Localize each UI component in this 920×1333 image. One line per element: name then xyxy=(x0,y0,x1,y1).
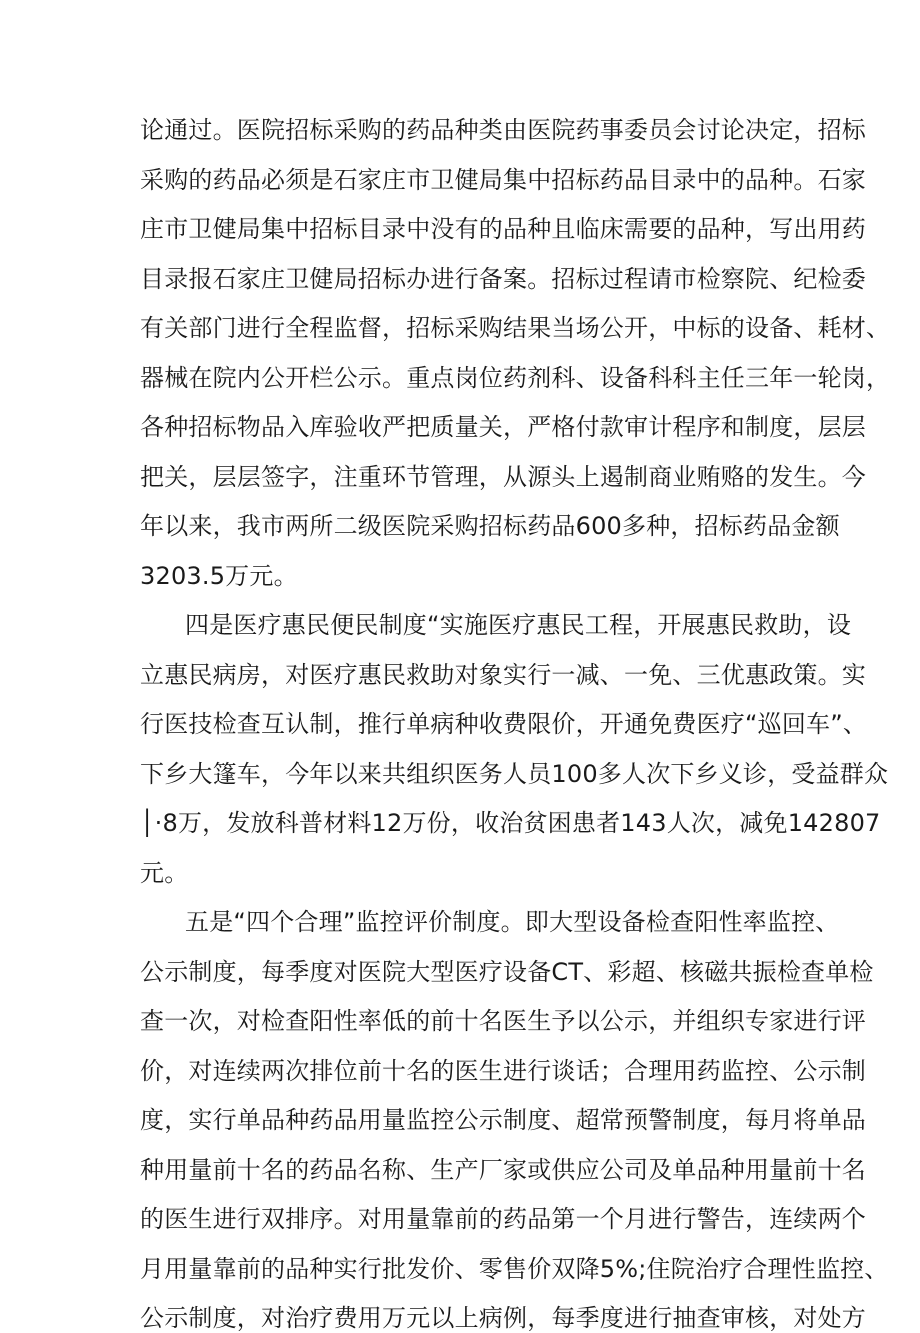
text-line: 庄市卫健局集中招标目录中没有的品种且临床需要的品种，写出用药 xyxy=(140,215,866,243)
text-line: 下乡大篷车，今年以来共组织医务人员100多人次下乡义诊，受益群众 xyxy=(140,759,889,788)
text-line: 采购的药品必须是石家庄市卫健局集中招标药品目录中的品种。石家 xyxy=(140,165,866,194)
text-line: 月用量靠前的品种实行批发价、零售价双降5%;住院治疗合理性监控、 xyxy=(140,1254,889,1283)
text-line: 四是医疗惠民便民制度“实施医疗惠民工程，开展惠民救助，设 xyxy=(185,611,852,639)
text-line: 把关，层层签字，注重环节管理，从源头上遏制商业贿赂的发生。今 xyxy=(140,462,866,491)
text-line: 器械在院内公开栏公示。重点岗位药剂科、设备科科主任三年一轮岗， xyxy=(140,363,891,392)
text-line: 论通过。医院招标采购的药品种类由医院药事委员会讨论决定，招标 xyxy=(140,116,866,144)
text-line: 五是“四个合理”监控评价制度。即大型设备检查阳性率监控、 xyxy=(185,908,840,936)
text-line: 查一次，对检查阳性率低的前十名医生予以公示，并组织专家进行评 xyxy=(140,1007,866,1035)
text-line: 有关部门进行全程监督，招标采购结果当场公开，中标的设备、耗材、 xyxy=(140,314,891,342)
text-line: │·8万，发放科普材料12万份，收治贫困患者143人次，减免142807 xyxy=(140,809,881,837)
text-line: 价，对连续两次排位前十名的医生进行谈话；合理用药监控、公示制 xyxy=(140,1056,866,1085)
text-line: 度，实行单品种药品用量监控公示制度、超常预警制度，每月将单品 xyxy=(140,1106,866,1134)
text-line: 目录报石家庄卫健局招标办进行备案。招标过程请市检察院、纪检委 xyxy=(140,264,866,293)
text-line: 年以来，我市两所二级医院采购招标药品600多种，招标药品金额 xyxy=(140,512,840,540)
text-line: 元。 xyxy=(140,858,189,887)
text-line: 立惠民病房，对医疗惠民救助对象实行一减、一免、三优惠政策。实 xyxy=(140,660,866,689)
text-line: 公示制度，每季度对医院大型医疗设备CT、彩超、核磁共振检查单检 xyxy=(140,957,874,986)
text-line: 公示制度，对治疗费用万元以上病例，每季度进行抽查审核，对处方 xyxy=(140,1304,866,1332)
text-line: 种用量前十名的药品名称、生产厂家或供应公司及单品种用量前十名 xyxy=(140,1155,866,1184)
text-line: 各种招标物品入库验收严把质量关，严格付款审计程序和制度，层层 xyxy=(140,413,866,441)
text-line: 的医生进行双排序。对用量靠前的药品第一个月进行警告，连续两个 xyxy=(140,1205,866,1233)
text-line: 行医技检查互认制，推行单病种收费限价，开通免费医疗“巡回车”、 xyxy=(140,710,868,738)
text-line: 3203.5万元。 xyxy=(140,561,298,590)
